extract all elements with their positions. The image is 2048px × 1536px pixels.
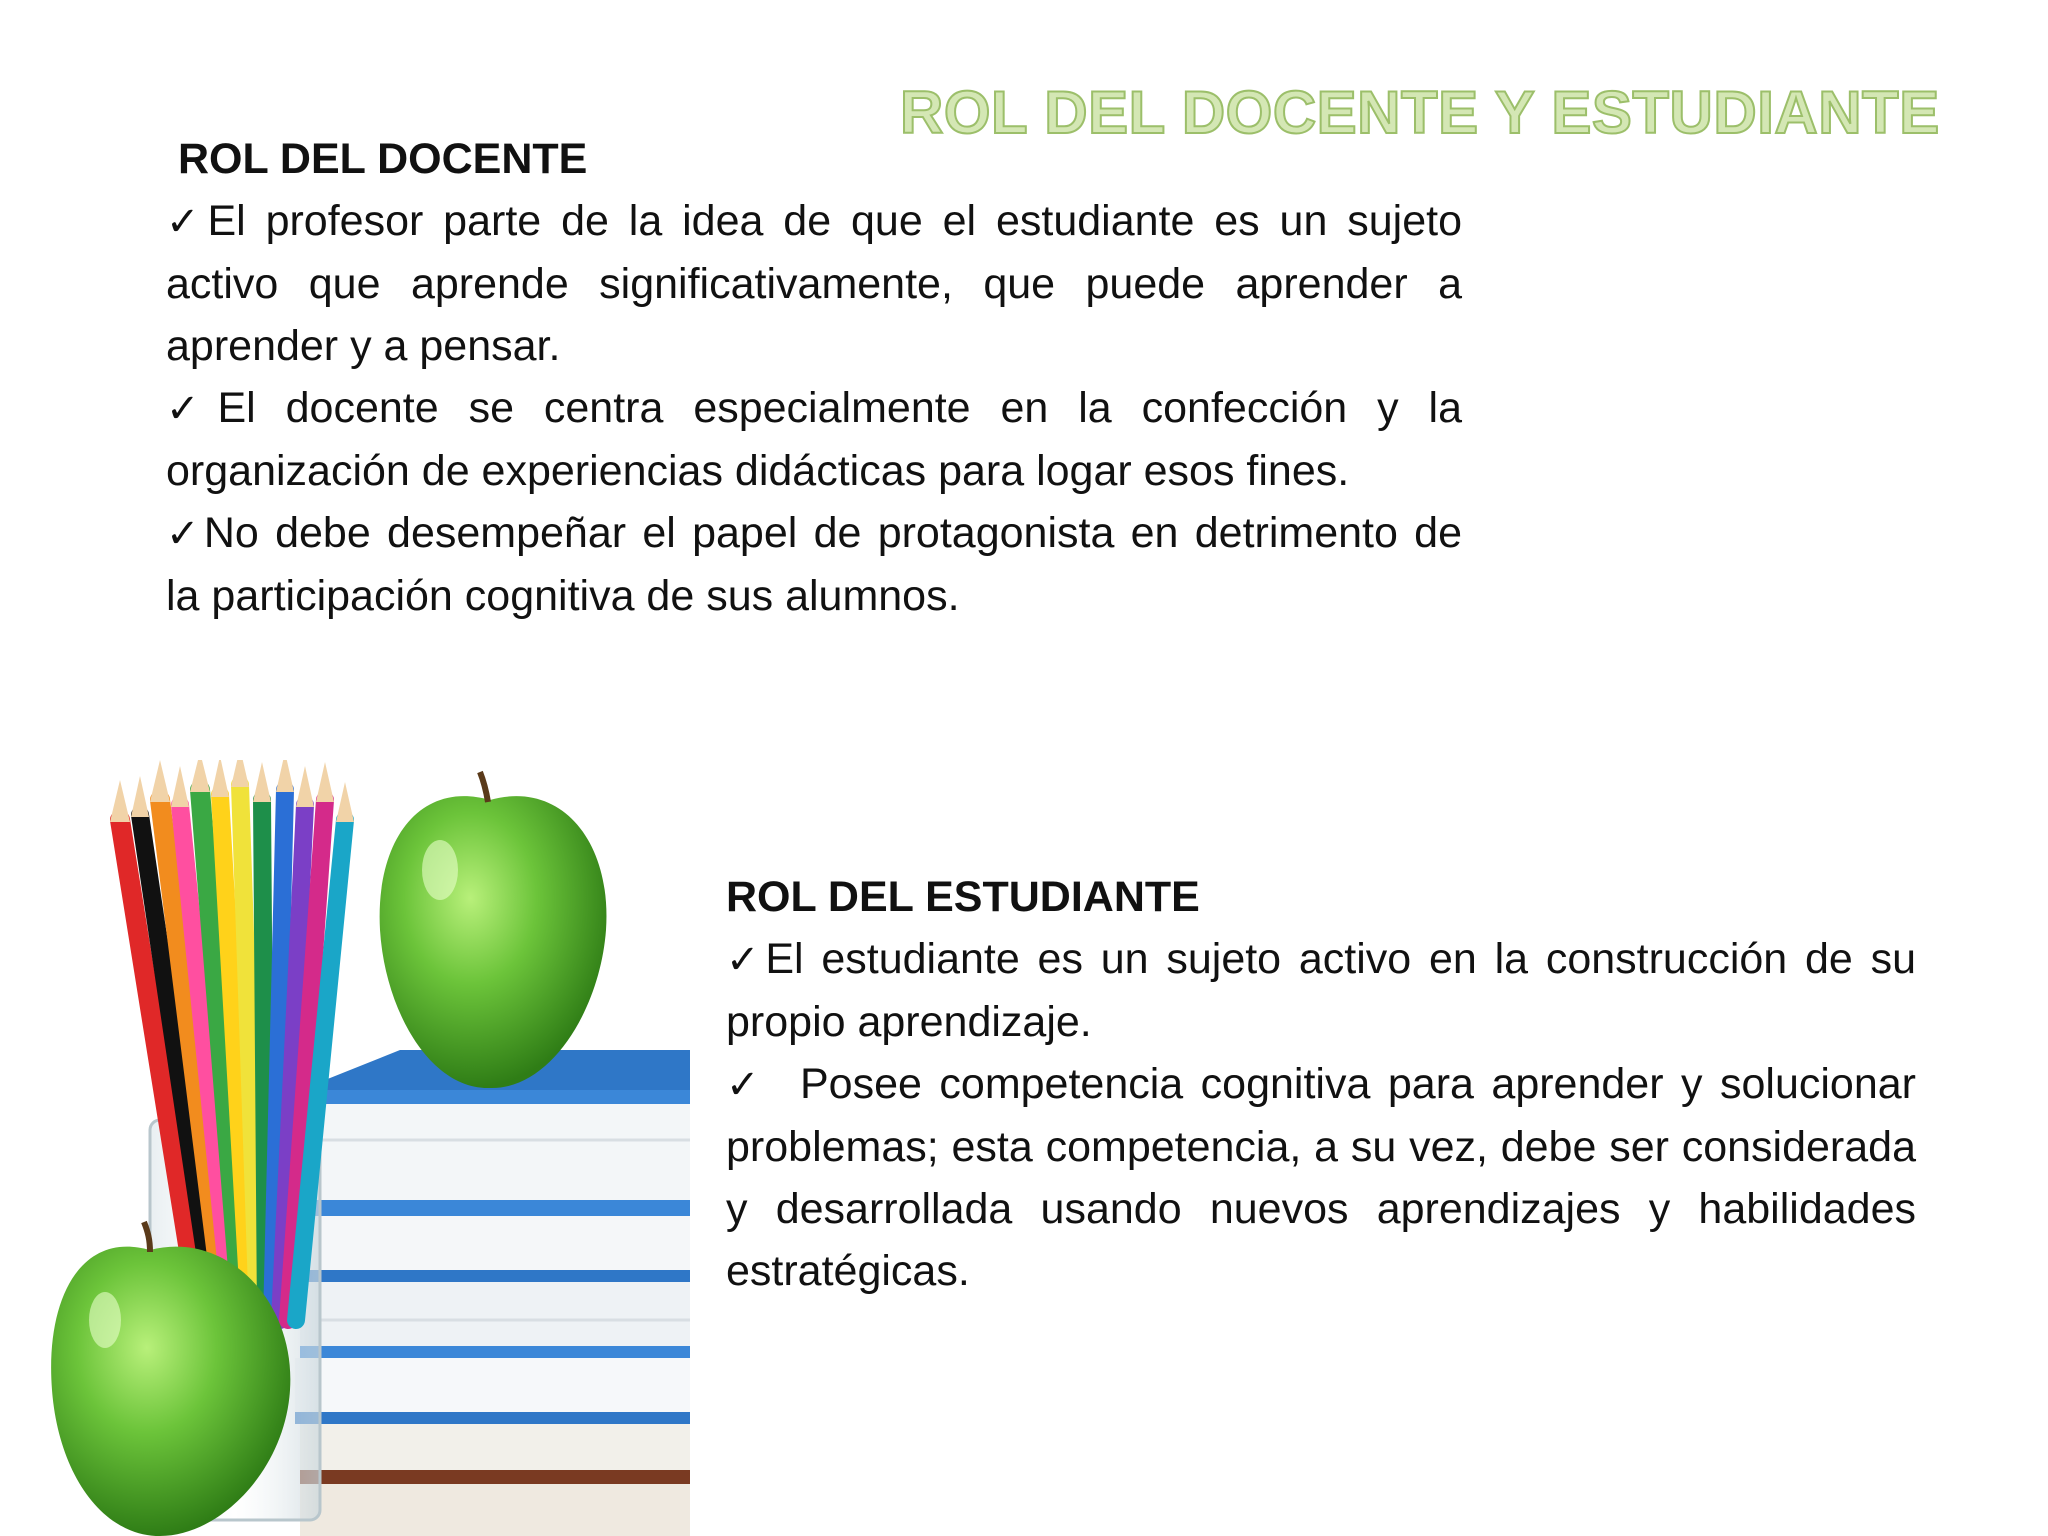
check-icon: ✓ — [166, 387, 218, 431]
section-estudiante — [726, 866, 1916, 1302]
slide-title: ROL DEL DOCENTE Y ESTUDIANTE — [900, 79, 1940, 146]
school-illustration — [0, 760, 690, 1536]
check-icon: ✓ — [726, 938, 766, 982]
check-icon: ✓ — [166, 512, 204, 556]
green-apple-icon — [380, 772, 607, 1088]
estudiante-point: ✓El estudiante es un sujeto activo en la construcción de su propio aprendizaje. — [726, 935, 1916, 1046]
docente-point: ✓El profesor parte de la idea de que el estudiante es un sujeto activo que aprende significativamente, que puede aprender a aprender y a pensar. — [166, 197, 1463, 370]
heading-estudiante: ROL DEL ESTUDIANTE — [726, 873, 1200, 921]
check-icon: ✓ — [166, 200, 208, 244]
docente-point: ✓El docente se centra especialmente en la confección y la organización de experiencias didácticas para logar esos fines. — [166, 384, 1462, 495]
estudiante-point: ✓ Posee competencia cognitiva para aprender y solucionar problemas; esta competencia, a su vez, debe ser considerada y desarrollada usando nuevos aprendizajes y habilidades estratégicas. — [726, 1060, 1916, 1295]
book-stack-icon — [290, 1050, 690, 1536]
check-icon: ✓ — [726, 1063, 766, 1107]
section-docente — [166, 128, 1462, 627]
docente-point: ✓No debe desempeñar el papel de protagonista en detrimento de la participación cognitiva de sus alumnos. — [166, 509, 1463, 620]
heading-docente: ROL DEL DOCENTE — [178, 135, 588, 183]
